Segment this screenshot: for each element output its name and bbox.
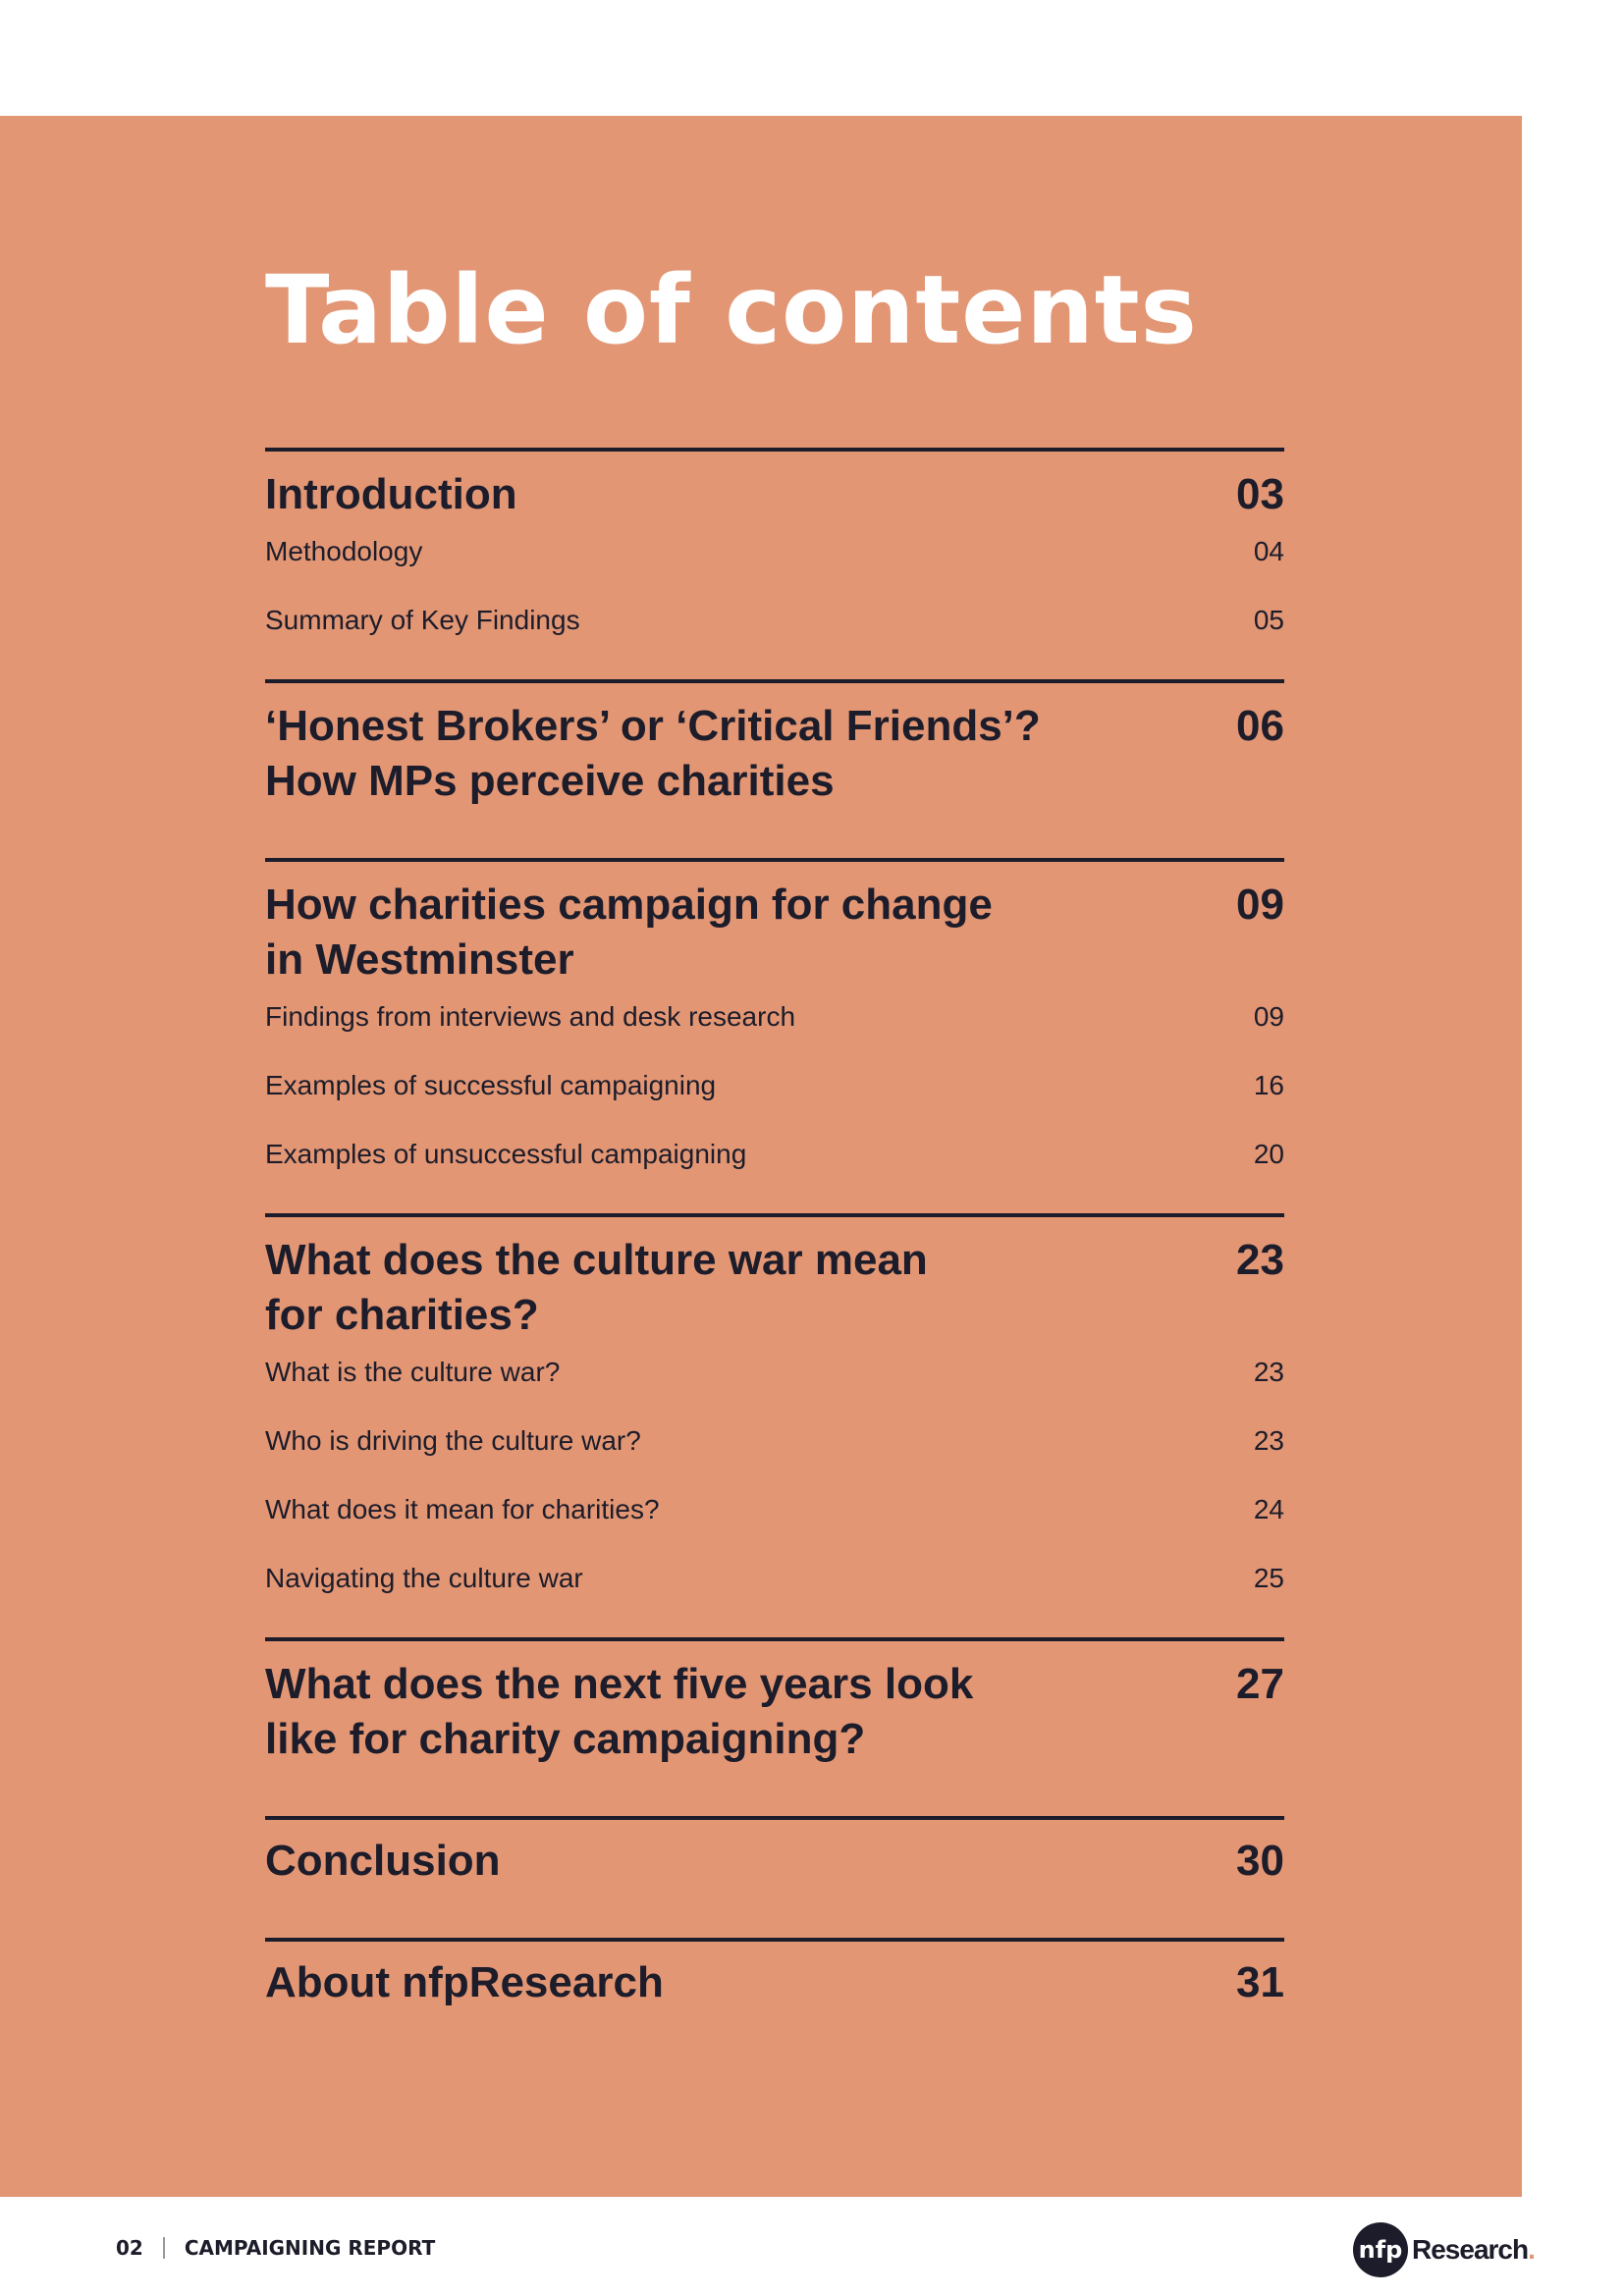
footer-report-name: CAMPAIGNING REPORT bbox=[184, 2236, 436, 2260]
section-page: 31 bbox=[1236, 1958, 1284, 2006]
toc-item-page: 24 bbox=[1253, 1494, 1284, 1524]
section-page: 09 bbox=[1236, 881, 1284, 929]
section-page: 30 bbox=[1236, 1837, 1284, 1885]
toc-item-label[interactable]: Summary of Key Findings bbox=[265, 605, 580, 635]
section-title[interactable]: What does the culture war mean for charities? bbox=[265, 1236, 928, 1339]
toc-section-next-five-years[interactable] bbox=[265, 1637, 1284, 1816]
toc-item-label[interactable]: Examples of unsuccessful campaigning bbox=[265, 1139, 747, 1169]
section-page: 23 bbox=[1236, 1236, 1284, 1284]
nfp-logo-icon: nfp bbox=[1353, 2222, 1408, 2277]
toc-section-about[interactable] bbox=[265, 1938, 1284, 2010]
logo-text: Research bbox=[1412, 2234, 1529, 2265]
toc-item-label[interactable]: Who is driving the culture war? bbox=[265, 1425, 641, 1456]
table-of-contents bbox=[265, 448, 1284, 2010]
toc-item-page: 23 bbox=[1253, 1425, 1284, 1456]
section-title[interactable]: Introduction bbox=[265, 470, 517, 518]
nfp-research-logo bbox=[1353, 2222, 1536, 2277]
toc-item[interactable] bbox=[265, 601, 1284, 640]
footer-divider bbox=[163, 2237, 165, 2259]
toc-section-introduction[interactable] bbox=[265, 448, 1284, 679]
toc-item-label[interactable]: Findings from interviews and desk research bbox=[265, 1001, 796, 1032]
toc-section-campaign-for-change[interactable] bbox=[265, 858, 1284, 1213]
toc-section-honest-brokers[interactable] bbox=[265, 679, 1284, 858]
toc-item[interactable] bbox=[265, 532, 1284, 571]
toc-item-page: 09 bbox=[1253, 1001, 1284, 1032]
section-page: 27 bbox=[1236, 1660, 1284, 1708]
toc-item-page: 20 bbox=[1253, 1139, 1284, 1169]
section-title[interactable]: How charities campaign for change in Westminster bbox=[265, 881, 993, 984]
page-title: Table of contents bbox=[265, 255, 1198, 365]
toc-item-page: 25 bbox=[1253, 1563, 1284, 1593]
toc-section-culture-war[interactable] bbox=[265, 1213, 1284, 1637]
toc-item-label[interactable]: Navigating the culture war bbox=[265, 1563, 583, 1593]
toc-item-page: 04 bbox=[1253, 536, 1284, 566]
toc-item[interactable] bbox=[265, 1421, 1284, 1461]
toc-item[interactable] bbox=[265, 997, 1284, 1037]
section-title[interactable]: Conclusion bbox=[265, 1837, 501, 1885]
toc-section-conclusion[interactable] bbox=[265, 1816, 1284, 1938]
section-title[interactable]: About nfpResearch bbox=[265, 1958, 664, 2006]
page-footer bbox=[116, 2236, 435, 2260]
toc-item[interactable] bbox=[265, 1353, 1284, 1392]
toc-item-page: 23 bbox=[1253, 1357, 1284, 1387]
toc-item[interactable] bbox=[265, 1559, 1284, 1598]
toc-item[interactable] bbox=[265, 1135, 1284, 1174]
toc-item[interactable] bbox=[265, 1490, 1284, 1529]
footer-page-number: 02 bbox=[116, 2236, 143, 2260]
toc-item-page: 05 bbox=[1253, 605, 1284, 635]
section-page: 03 bbox=[1236, 470, 1284, 518]
toc-item[interactable] bbox=[265, 1066, 1284, 1105]
toc-item-page: 16 bbox=[1253, 1070, 1284, 1100]
section-title[interactable]: ‘Honest Brokers’ or ‘Critical Friends’? How MPs perceive charities bbox=[265, 702, 1041, 805]
toc-item-label[interactable]: Examples of successful campaigning bbox=[265, 1070, 717, 1100]
toc-item-label[interactable]: What does it mean for charities? bbox=[265, 1494, 660, 1524]
section-page: 06 bbox=[1236, 702, 1284, 750]
toc-item-label[interactable]: Methodology bbox=[265, 536, 423, 566]
logo-dot: . bbox=[1528, 2234, 1536, 2265]
toc-item-label[interactable]: What is the culture war? bbox=[265, 1357, 561, 1387]
section-title[interactable]: What does the next five years look like for charity campaigning? bbox=[265, 1660, 974, 1763]
